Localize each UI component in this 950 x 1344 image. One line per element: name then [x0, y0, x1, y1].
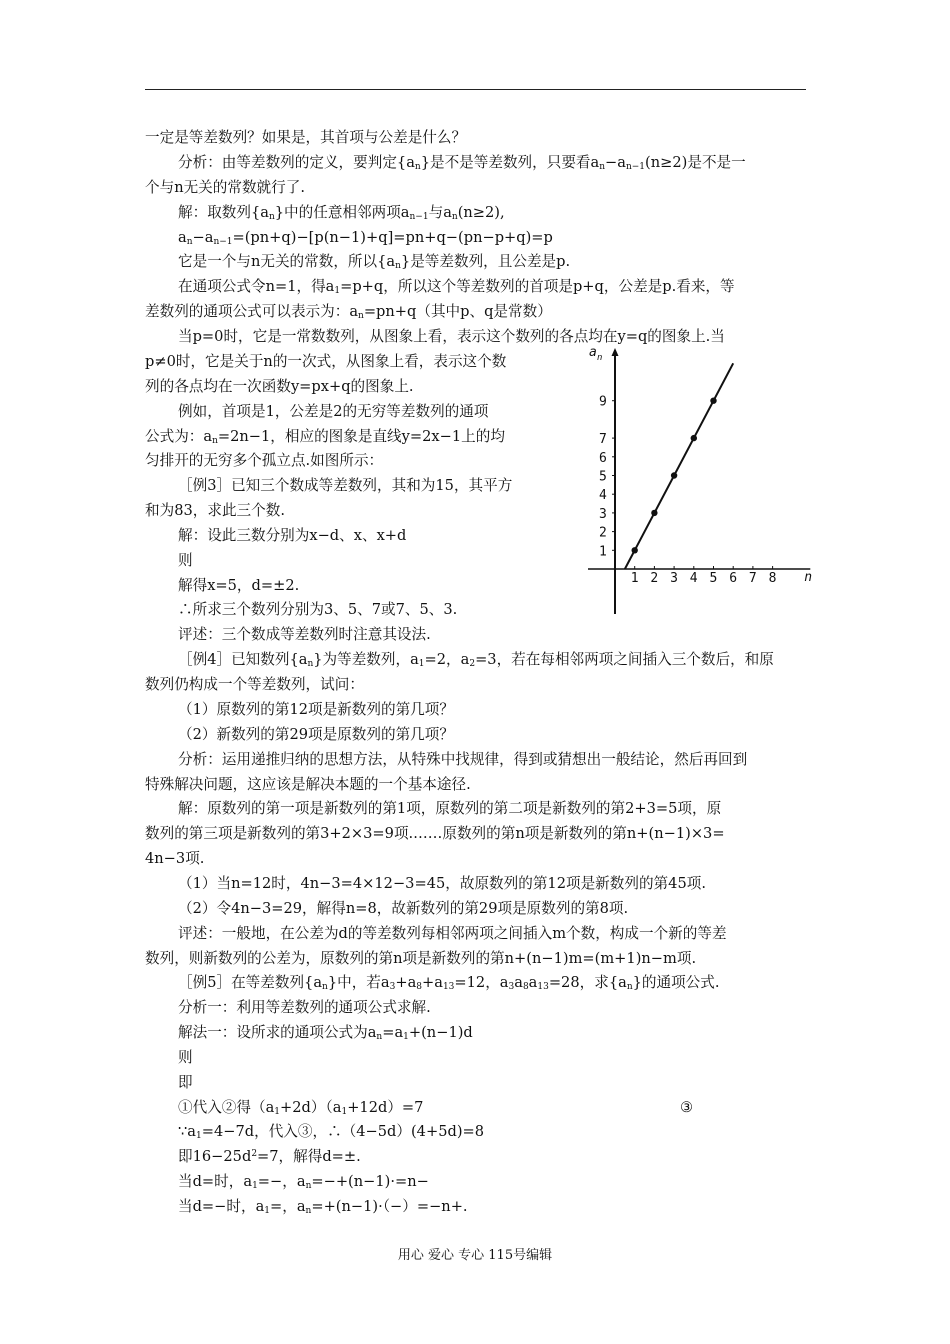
y-tick-label: 7 — [599, 432, 607, 448]
text-line: 在通项公式令n=1，得$a_1=p+q$，所以这个等差数列的首项是p+q，公差是p.看来，等 — [178, 278, 735, 296]
text-line: 当d=−时，$a_1=$，$a_n=+(n-1)\cdot(-)=-n+$. — [178, 1198, 468, 1216]
y-tick-label: 9 — [599, 394, 607, 410]
y-tick-label: 3 — [599, 506, 607, 522]
text-line: 解法一：设所求的通项公式为$a_n=a_1+(n-1)d$ — [178, 1024, 473, 1042]
data-point — [691, 435, 697, 441]
y-axis-label: a — [589, 345, 597, 360]
text-line: 解：设此三数分别为x−d、x、x+d — [178, 527, 407, 544]
y-tick-label: 5 — [599, 469, 607, 485]
text-line: 数列的第三项是新数列的第3+2×3=9项.……原数列的第n项是新数列的第n+(n−1)×3= — [145, 825, 725, 842]
text-line: 则 — [178, 552, 193, 569]
x-tick-label: 4 — [689, 571, 698, 586]
x-tick-label: 6 — [729, 571, 738, 586]
x-tick-label: 2 — [650, 571, 659, 586]
text-line: ［例4］已知数列$\{a_n\}$为等差数列，$a_1=2$，$a_2=3$，若在每相邻两项之间插入三个数后，和原 — [178, 651, 774, 669]
text-line: 和为83，求此三个数. — [145, 502, 285, 519]
text-line: 列的各点均在一次函数y=px+q的图象上. — [145, 378, 414, 395]
text-line: 即$16-25d^2=7$，解得d=±. — [178, 1148, 361, 1165]
text-line: ①代入②得$(a_1+2d)(a_1+12d)=7$ — [178, 1099, 424, 1117]
text-line: p≠0时，它是关于n的一次式，从图象上看，表示这个数 — [145, 353, 507, 370]
x-tick-label: 8 — [768, 571, 777, 586]
data-point — [710, 398, 716, 404]
series-line — [625, 363, 733, 569]
data-point — [651, 510, 657, 516]
x-tick-label: 3 — [670, 571, 678, 586]
text-line: 解：取数列$\{a_n\}$中的任意相邻两项$a_{n-1}$与$a_n(n\ge 2)$, — [178, 204, 505, 222]
text-line: 分析：由等差数列的定义，要判定$\{a_n\}$是不是等差数列，只要看$a_n-a_{n-1}(n\ge 2)$是不是一 — [178, 154, 746, 172]
text-line: 解：原数列的第一项是新数列的第1项，原数列的第二项是新数列的第2+3=5项，原 — [178, 800, 722, 817]
text-line: （2）令4n−3=29，解得n=8，故新数列的第29项是原数列的第8项. — [178, 900, 629, 917]
y-tick-label: 4 — [599, 488, 607, 504]
text-line: 则 — [178, 1049, 193, 1066]
text-line: 解得x=5，d=±2. — [178, 577, 300, 594]
text-line: 当d=时，$a_1=-$，$a_n=-+(n-1)\cdot=n-$ — [178, 1173, 429, 1191]
text-line: 评述：三个数成等差数列时注意其设法. — [178, 626, 431, 643]
text-line: 特殊解决问题，这应该是解决本题的一个基本途径. — [145, 776, 471, 793]
text-line: 一定是等差数列？如果是，其首项与公差是什么？ — [145, 129, 467, 146]
text-line: $\because a_1=4-7d$，代入③，∴（4−5d）(4+5d)=8 — [178, 1123, 485, 1141]
sequence-graph — [580, 340, 813, 620]
text-line: 差数列的通项公式可以表示为：$a_n=pn+q$（其中p、q是常数） — [145, 303, 552, 321]
y-tick-label: 1 — [599, 544, 607, 560]
text-line: 公式为：$a_n=2n-1$，相应的图象是直线y=2x−1上的均 — [145, 428, 505, 446]
text-line: 即 — [178, 1074, 193, 1091]
text-line: 匀排开的无穷多个孤立点.如图所示： — [145, 452, 384, 469]
y-axis-label-sub: n — [597, 353, 603, 363]
data-point — [671, 472, 677, 478]
x-tick-label: 7 — [748, 571, 757, 586]
text-line: 例如，首项是1，公差是2的无穷等差数列的通项 — [178, 403, 489, 420]
x-tick-label: 5 — [709, 571, 718, 586]
text-line: （1）当n=12时，4n−3=4×12−3=45，故原数列的第12项是新数列的第45项. — [178, 875, 706, 892]
graph-svg — [580, 340, 813, 620]
y-tick-label: 6 — [599, 450, 607, 466]
text-line: ［例5］在等差数列$\{a_n\}$中，若$a_3+a_8+a_{13}=12$，$a_3a_8a_{13}=28$，求$\{a_n\}$的通项公式. — [178, 974, 720, 992]
text-line: ∴所求三个数列分别为3、5、7或7、5、3. — [178, 601, 458, 618]
text-line: （1）原数列的第12项是新数列的第几项？ — [178, 701, 454, 718]
y-tick-label: 2 — [599, 525, 607, 541]
text-line: 4n−3项. — [145, 850, 205, 867]
text-line: （2）新数列的第29项是原数列的第几项？ — [178, 726, 454, 743]
text-line: 分析：运用递推归纳的思想方法，从特殊中找规律，得到或猜想出一般结论，然后再回到 — [178, 751, 748, 768]
equation-label: ③ — [680, 1099, 694, 1116]
text-line: ［例3］已知三个数成等差数列，其和为15，其平方 — [178, 477, 513, 494]
data-point — [632, 547, 638, 553]
y-axis-arrow — [612, 348, 619, 356]
text-line: 它是一个与n无关的常数，所以$\{a_n\}$是等差数列，且公差是p. — [178, 253, 571, 271]
text-line: 评述：一般地，在公差为d的等差数列每相邻两项之间插入m个数，构成一个新的等差 — [178, 925, 727, 942]
x-tick-label: 1 — [630, 571, 639, 586]
x-axis-label: n — [804, 570, 813, 585]
formula-line: $a_n-a_{n-1}=(pn+q)-[p(n-1)+q]=pn+q-(pn-p+q)=p$ — [178, 229, 553, 247]
header-rule — [145, 89, 806, 90]
text-line: 个与n无关的常数就行了. — [145, 179, 305, 196]
text-line: 数列，则新数列的公差为，原数列的第n项是新数列的第n+(n−1)m=(m+1)n−m项. — [145, 950, 697, 967]
text-line: 当p=0时，它是一常数数列，从图象上看，表示这个数列的各点均在y=q的图象上.当 — [178, 328, 725, 345]
text-line: 分析一：利用等差数列的通项公式求解. — [178, 999, 431, 1016]
footer: 用心 爱心 专心 115号编辑 — [397, 1248, 553, 1263]
text-line: 数列仍构成一个等差数列，试问： — [145, 676, 364, 693]
